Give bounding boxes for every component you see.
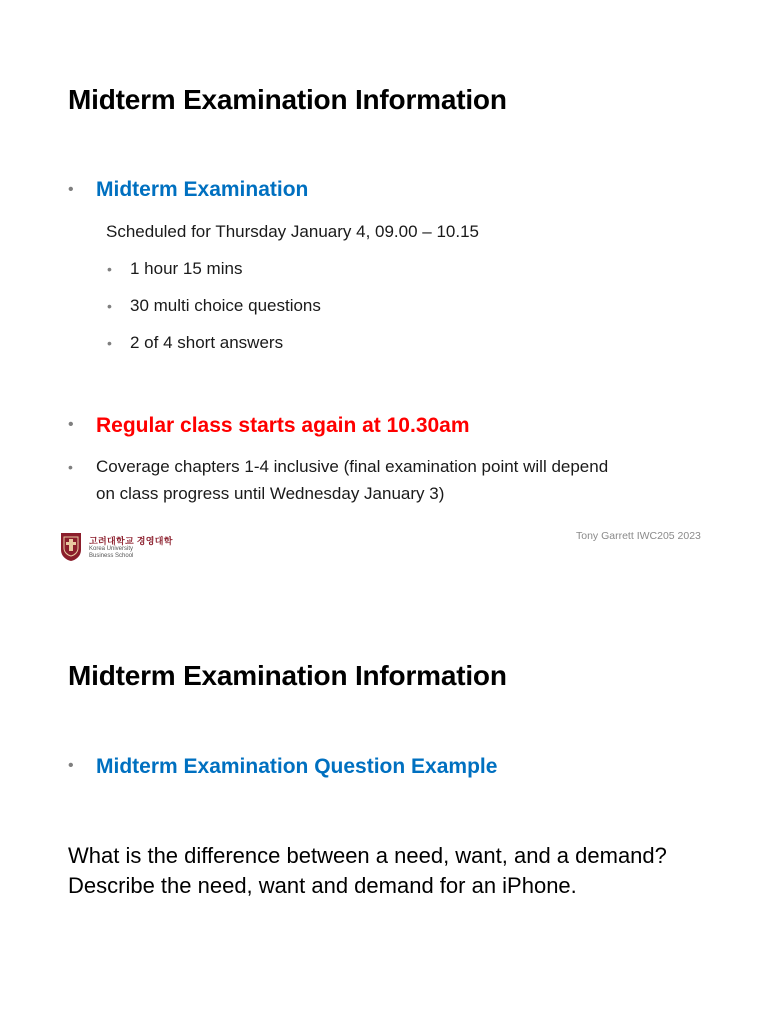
coverage-text-line-1: Coverage chapters 1-4 inclusive (final examination point will depend xyxy=(96,457,609,476)
bullet-icon: • xyxy=(68,459,73,475)
coverage-text-line-2: on class progress until Wednesday January 3) xyxy=(96,484,445,503)
slide-footer: Tony Garrett IWC205 2023 xyxy=(576,530,701,542)
slide-1-title: Midterm Examination Information xyxy=(68,84,507,115)
schedule-text: Scheduled for Thursday January 4, 09.00 – 10.15 xyxy=(106,222,479,241)
university-crest-icon xyxy=(60,532,82,562)
logo-korean-text: 고려대학교 경영대학 xyxy=(89,536,173,546)
bullet-icon: • xyxy=(107,298,112,314)
list-item-duration: 1 hour 15 mins xyxy=(130,259,243,278)
regular-class-notice: Regular class starts again at 10.30am xyxy=(96,414,470,437)
logo-english-text xyxy=(89,546,133,560)
logo-english-line-2: Business School xyxy=(89,553,134,559)
section-heading-question-example: Midterm Examination Question Example xyxy=(96,755,498,778)
logo-english-line-1: Korea University xyxy=(89,546,134,552)
section-heading-midterm: Midterm Examination xyxy=(96,178,309,201)
bullet-icon: • xyxy=(68,416,74,433)
bullet-icon: • xyxy=(68,757,74,774)
bullet-icon: • xyxy=(68,181,74,198)
list-item-multi-choice: 30 multi choice questions xyxy=(130,296,321,315)
question-text: What is the difference between a need, want, and a demand? Describe the need, want and demand for an iPhone. xyxy=(68,843,667,898)
list-item-short-answers: 2 of 4 short answers xyxy=(130,333,284,352)
bullet-icon: • xyxy=(107,261,112,277)
slide-2-title: Midterm Examination Information xyxy=(68,660,507,691)
korea-university-business-school-logo xyxy=(60,532,175,564)
bullet-icon: • xyxy=(107,335,112,351)
